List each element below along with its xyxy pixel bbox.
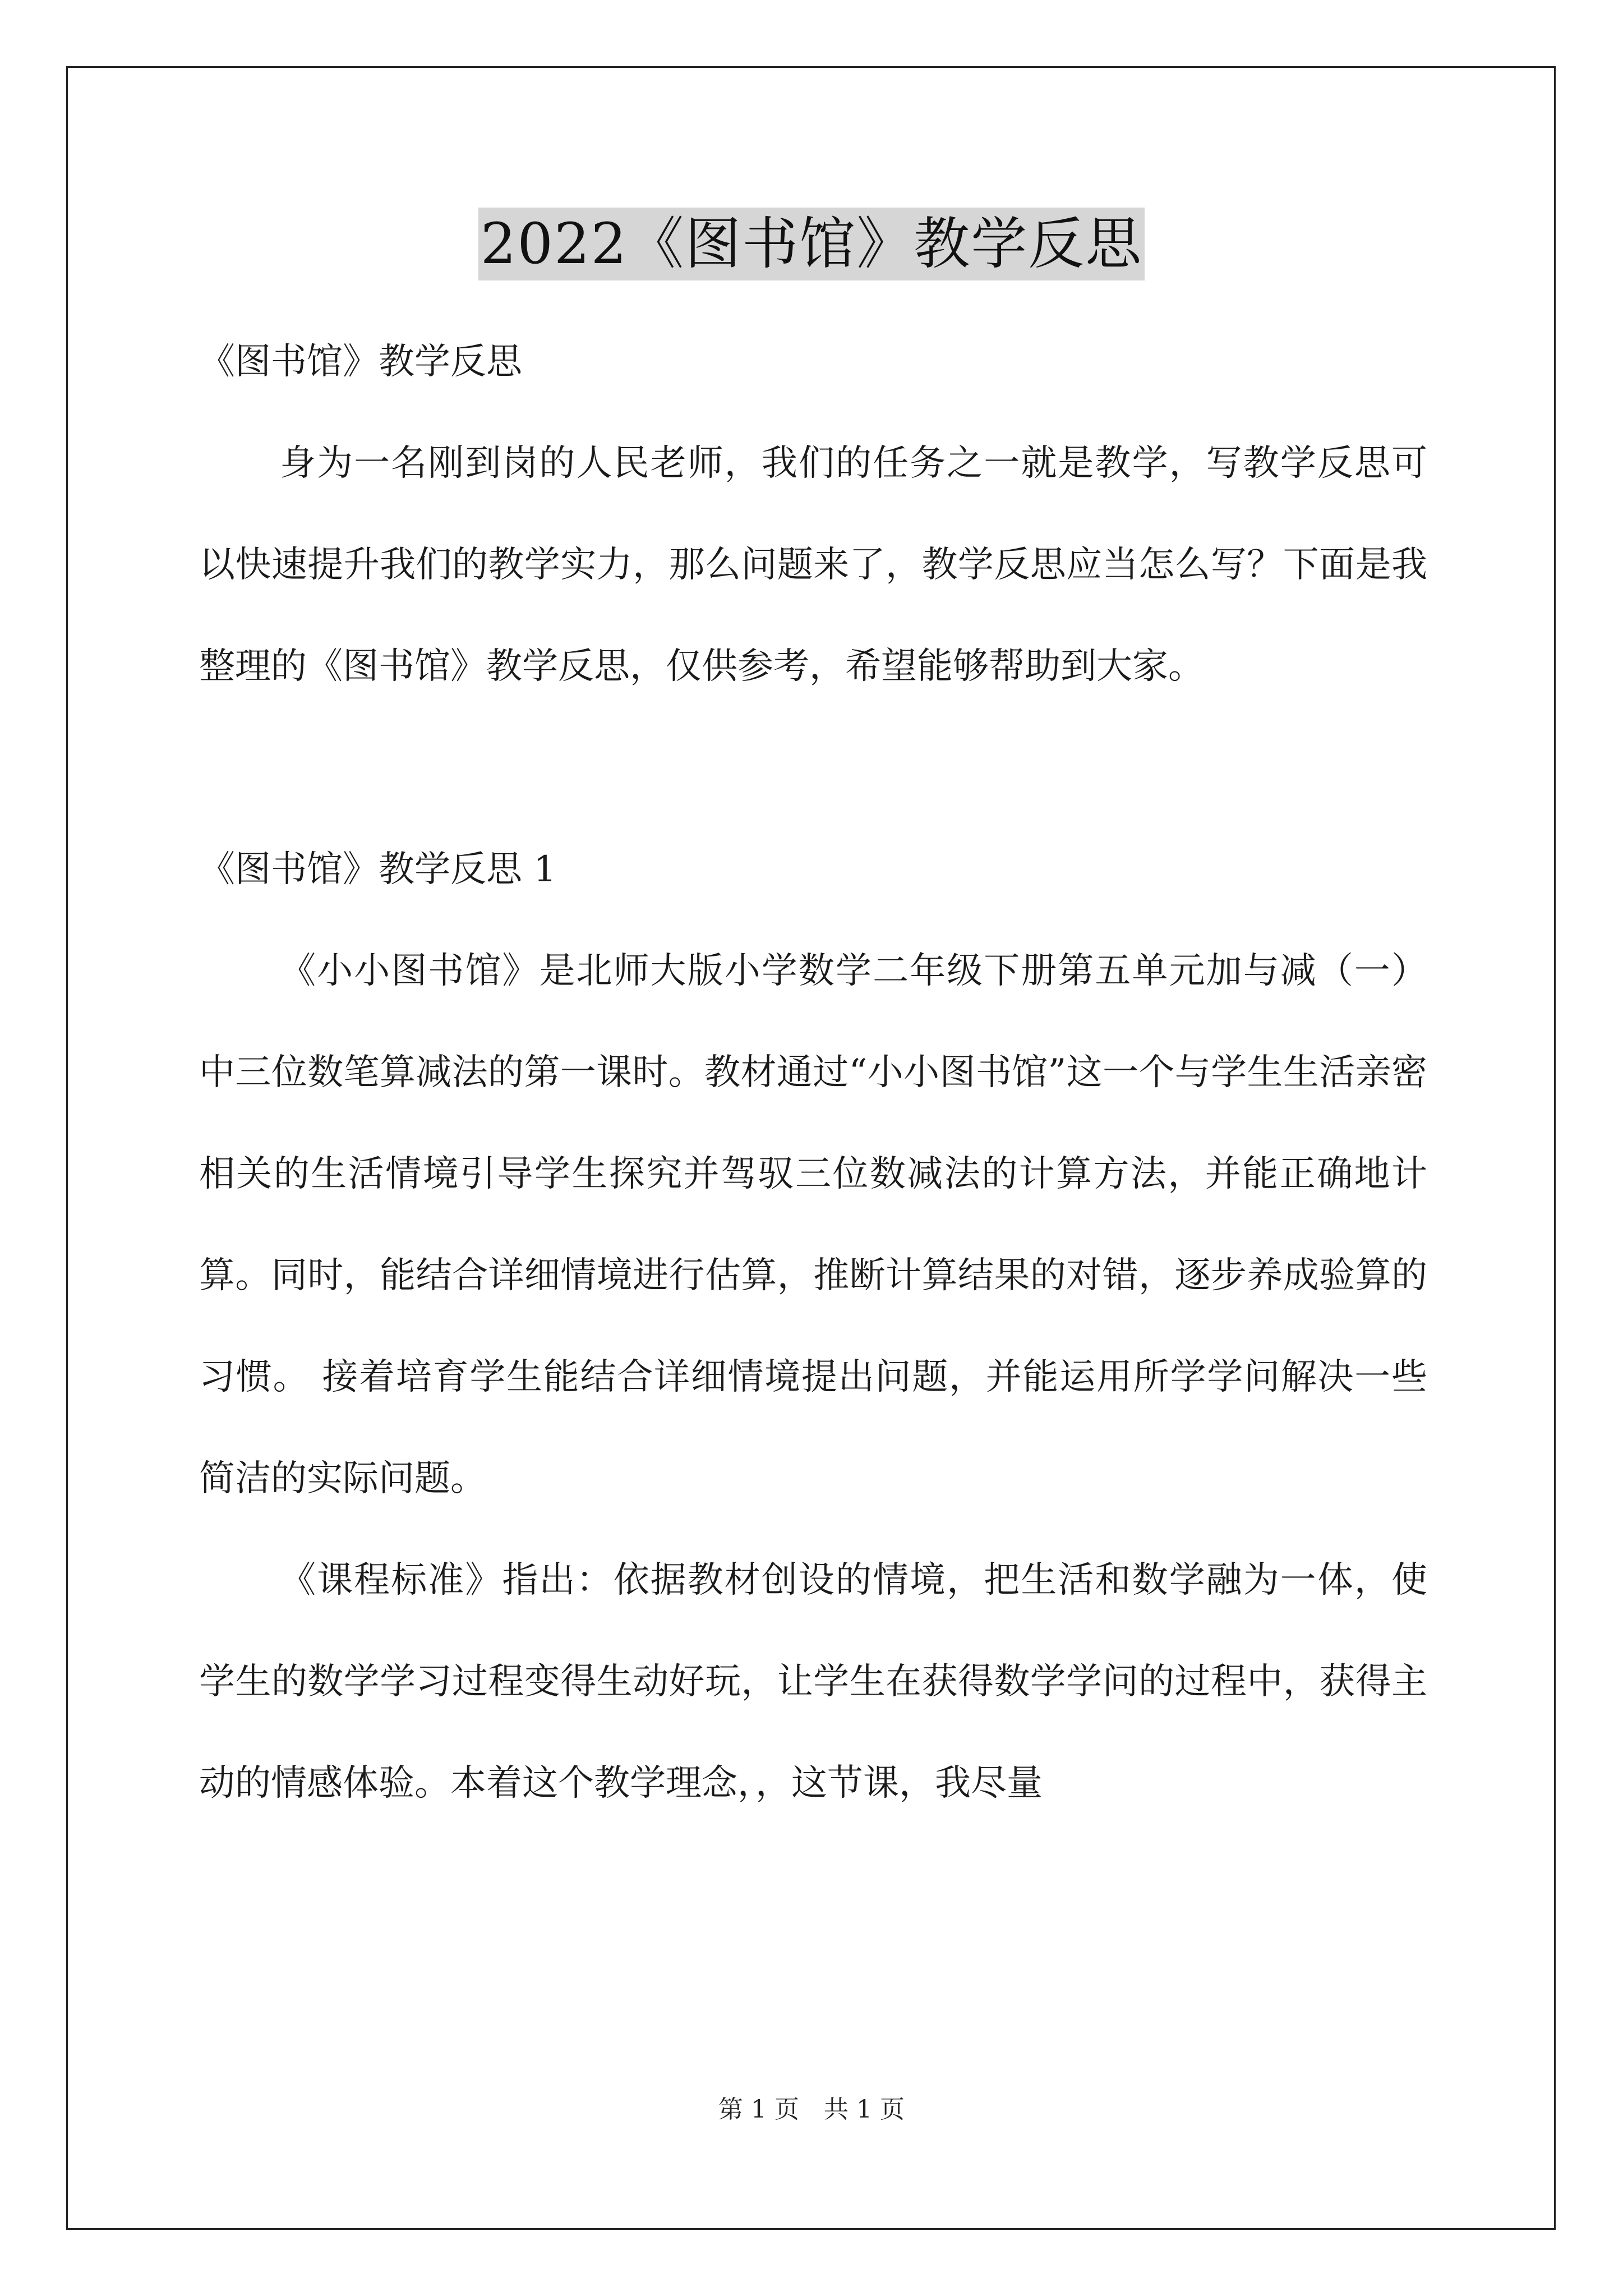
intro-paragraph: 身为一名刚到岗的人民老师，我们的任务之一就是教学，写教学反思可以快速提升我们的教学实力，那么问题来了，教学反思应当怎么写？下面是我整理的《图书馆》教学反思，仅供参考，希望能够帮助到大家。 [199, 443, 1427, 687]
body-paragraph-1: 《小小图书馆》是北师大版小学数学二年级下册第五单元加与减（一）中三位数笔算减法的第一课时。教材通过“小小图书馆”这一个与学生生活亲密相关的生活情境引导学生探究并驾驭三位数减法的计算方法，并能正确地计算。同时，能结合详细情境进行估算，推断计算结果的对错，逐步养成验算的习惯。 接着培育学生能结合详细情境提出问题，并能运用所学学问解决一些简洁的实际问题。 [199, 950, 1427, 1499]
document-subtitle: 《图书馆》教学反思 [199, 341, 522, 383]
title-container [0, 208, 1623, 280]
page-number: 第 1 页 [718, 2095, 799, 2124]
page-total: 共 1 页 [824, 2095, 905, 2124]
section-spacer [199, 717, 1427, 819]
document-body [199, 311, 1427, 1834]
page-footer [0, 2089, 1623, 2125]
body-paragraph-2: 《课程标准》指出：依据教材创设的情境，把生活和数学融为一体，使学生的数学学习过程变得生动好玩，让学生在获得数学学问的过程中，获得主动的情感体验。本着这个教学理念，，这节课，我尽量 [199, 1559, 1427, 1804]
document-title: 2022《图书馆》教学反思 [478, 208, 1145, 280]
section-heading: 《图书馆》教学反思 1 [199, 849, 557, 890]
